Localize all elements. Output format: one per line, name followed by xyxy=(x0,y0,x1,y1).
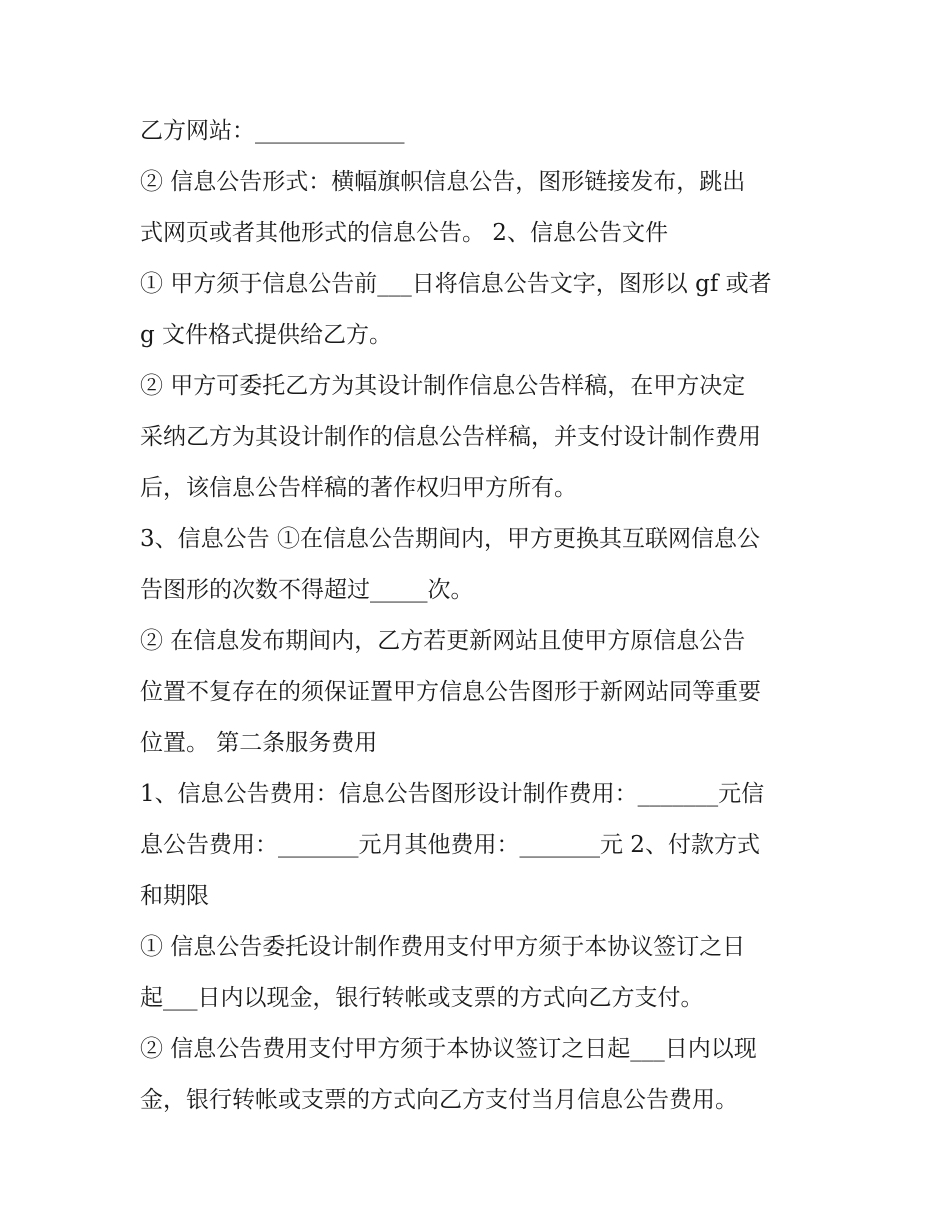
text-line: 1、信息公告费用：信息公告图形设计制作费用：_______元信 xyxy=(140,781,765,807)
text-line: 息公告费用：_______元月其他费用：_______元 2、付款方式 xyxy=(140,832,760,858)
text-line: g 文件格式提供给乙方。 xyxy=(140,322,393,348)
text-line: 位置。 第二条服务费用 xyxy=(140,730,378,756)
text-line: 3、信息公告 ①在信息公告期间内，甲方更换其互联网信息公 xyxy=(140,526,760,552)
text-line: ① 信息公告委托设计制作费用支付甲方须于本协议签订之日 xyxy=(140,934,746,960)
text-line: ② 信息公告形式：横幅旗帜信息公告，图形链接发布，跳出 xyxy=(140,169,746,195)
text-line: ① 甲方须于信息公告前___日将信息公告文字，图形以 gf 或者 xyxy=(140,271,772,297)
text-line: 告图形的次数不得超过_____次。 xyxy=(140,577,474,603)
text-line: 起___日内以现金，银行转帐或支票的方式向乙方支付。 xyxy=(140,985,704,1011)
text-line: 采纳乙方为其设计制作的信息公告样稿，并支付设计制作费用 xyxy=(140,424,761,450)
text-line: 位置不复存在的须保证置甲方信息公告图形于新网站同等重要 xyxy=(140,679,761,705)
text-line: ② 在信息发布期间内，乙方若更新网站且使甲方原信息公告 xyxy=(140,628,746,654)
document-body xyxy=(140,106,830,1126)
text-line: 金，银行转帐或支票的方式向乙方支付当月信息公告费用。 xyxy=(140,1087,738,1113)
text-line: 乙方网站：_____________ xyxy=(140,118,405,144)
text-line: 后，该信息公告样稿的著作权归甲方所有。 xyxy=(140,475,577,501)
text-line: ② 信息公告费用支付甲方须于本协议签订之日起___日内以现 xyxy=(140,1036,757,1062)
text-line: 式网页或者其他形式的信息公告。 2、信息公告文件 xyxy=(140,220,668,246)
text-line: 和期限 xyxy=(140,883,209,909)
text-line: ② 甲方可委托乙方为其设计制作信息公告样稿，在甲方决定 xyxy=(140,373,746,399)
